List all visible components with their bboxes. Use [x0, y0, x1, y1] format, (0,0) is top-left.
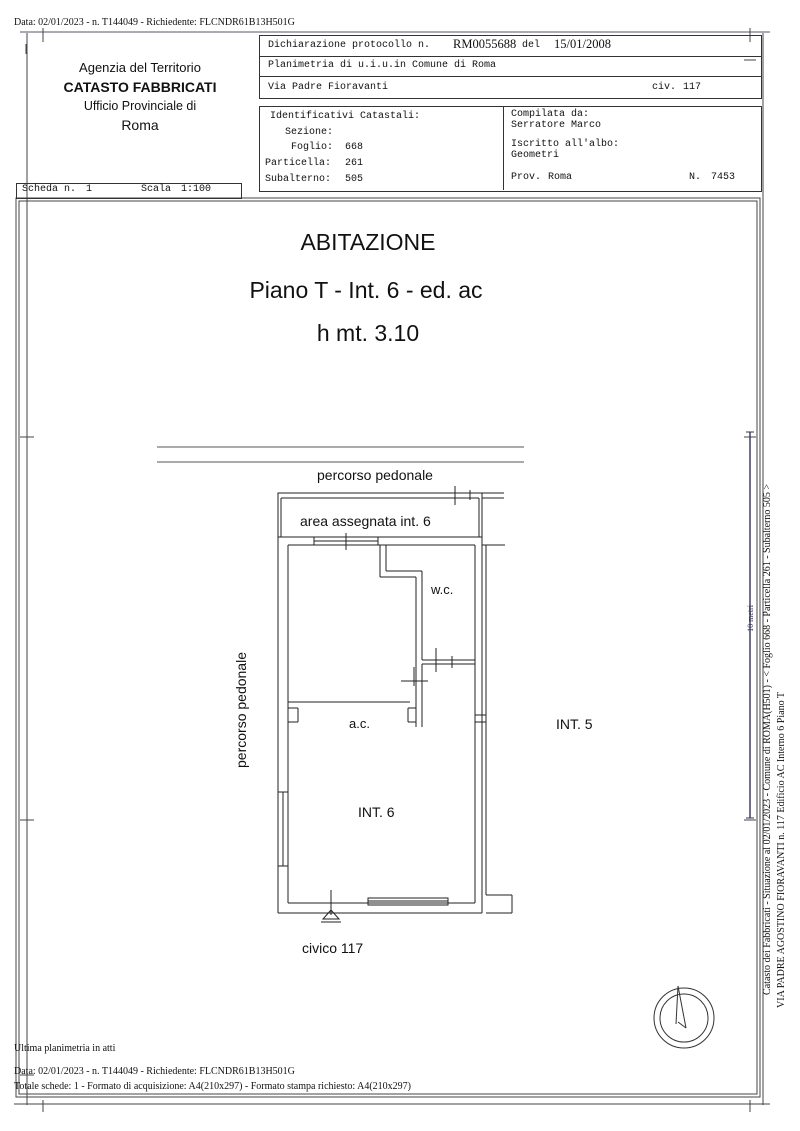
foglio-label: Foglio:: [291, 142, 334, 153]
address: Via Padre Fioravanti: [268, 82, 389, 93]
scale-bar-label: 10 metri: [746, 605, 755, 632]
agency-name: Agenzia del Territorio: [79, 60, 201, 75]
subalterno-label: Subalterno:: [265, 174, 332, 185]
label-int6: INT. 6: [358, 804, 395, 820]
title-height: h mt. 3.10: [316, 320, 420, 346]
del-label: del: [522, 40, 541, 51]
label-percorso-top: percorso pedonale: [317, 467, 433, 483]
agency-city: Roma: [121, 117, 159, 133]
label-ac: a.c.: [349, 716, 370, 731]
n-value: 7453: [711, 172, 736, 183]
plan-line: Planimetria di u.i.u.in Comune di Roma: [268, 60, 497, 71]
title-abitazione: ABITAZIONE: [300, 229, 436, 255]
particella-label: Particella:: [265, 158, 332, 169]
declaration-label: Dichiarazione protocollo n.: [268, 40, 431, 51]
footer-totale: Totale schede: 1 - Formato di acquisizione: A4(210x297) - Formato stampa richiesto: A4(210x297): [14, 1081, 411, 1092]
foglio-value: 668: [345, 142, 364, 153]
label-percorso-left: percorso pedonale: [233, 652, 249, 768]
agency-catasto: CATASTO FABBRICATI: [63, 79, 217, 95]
label-int5: INT. 5: [556, 716, 593, 732]
side-text-line1: Catasto dei Fabbricati - Situazione al 02/01/2023 - Comune di ROMA(H501) - < Foglio 668 - Particella 261 - Subalterno 505 >: [762, 484, 773, 995]
protocol-date: 15/01/2008: [554, 37, 611, 51]
n-label: N.: [689, 172, 702, 183]
compiler-name: Serratore Marco: [511, 120, 602, 131]
title-piano: Piano T - Int. 6 - ed. ac: [249, 277, 483, 303]
particella-value: 261: [345, 158, 364, 169]
label-civico: civico 117: [302, 940, 364, 956]
sezione-label: Sezione:: [285, 127, 334, 138]
compilata-label: Compilata da:: [511, 109, 590, 120]
label-wc: w.c.: [431, 582, 454, 597]
footer-ultima: Ultima planimetria in atti: [14, 1043, 116, 1054]
identifiers-title: Identificativi Catastali:: [270, 111, 421, 122]
albo-value: Geometri: [511, 150, 560, 161]
subalterno-value: 505: [345, 174, 364, 185]
footer-data-line: Data: 02/01/2023 - n. T144049 - Richiedente: FLCNDR61B13H501G: [14, 1066, 295, 1077]
prov-value: Roma: [548, 172, 573, 183]
side-text-line2: VIA PADRE AGOSTINO FIORAVANTI n. 117 Edificio AC Interno 6 Piano T: [776, 692, 787, 1008]
scala-value: 1:100: [181, 184, 212, 195]
protocol-number: RM0055688: [453, 37, 517, 51]
scheda-label: Scheda n.: [22, 184, 77, 195]
agency-office: Ufficio Provinciale di: [83, 99, 197, 113]
scala-label: Scala: [141, 184, 172, 195]
scheda-number: 1: [86, 184, 93, 195]
civ-label: civ.: [652, 82, 677, 93]
civ-number: 117: [683, 82, 702, 93]
header-line: Data: 02/01/2023 - n. T144049 - Richiedente: FLCNDR61B13H501G: [14, 17, 295, 28]
label-area-assegnata: area assegnata int. 6: [300, 513, 431, 529]
prov-label: Prov.: [511, 172, 542, 183]
iscritto-label: Iscritto all'albo:: [511, 139, 620, 150]
